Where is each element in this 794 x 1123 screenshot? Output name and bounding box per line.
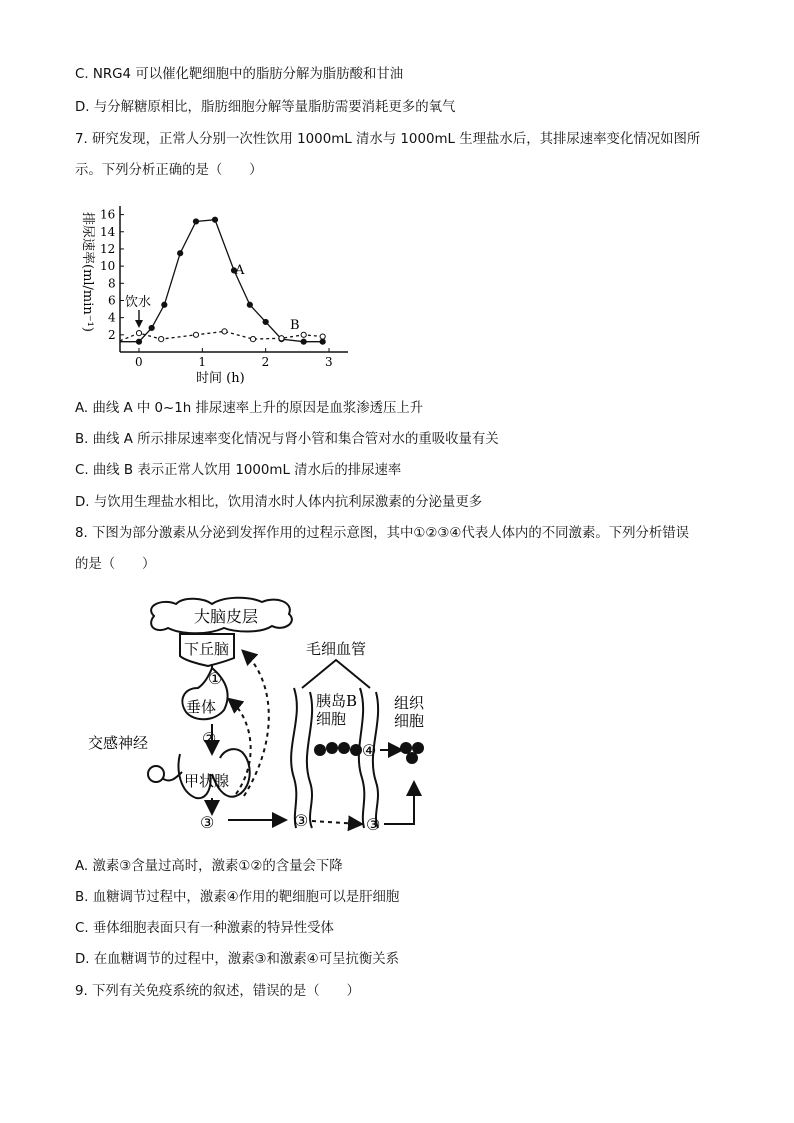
series-A-point (162, 302, 167, 307)
option-d-q7: D. 与饮用生理盐水相比，饮用清水时人体内抗利尿激素的分泌量更多 (75, 495, 483, 510)
series-B-point (222, 329, 227, 334)
series-a-label: A (235, 263, 245, 278)
option-d-q6: D. 与分解糖原相比，脂肪细胞分解等量脂肪需要消耗更多的氧气 (75, 100, 456, 115)
question-7-text: 7. 研究发现，正常人分别一次性饮用 1000mL 清水与 1000mL 生理盐水后，其排尿速率变化情况如图所 (75, 132, 701, 147)
hormone-3: ③ (200, 813, 215, 832)
nerve-ending (148, 766, 164, 782)
series-B-point (279, 336, 284, 341)
question-8-text: 8. 下图为部分激素从分泌到发挥作用的过程示意图，其中①②③④代表人体内的不同激素。下列分析错误 (75, 526, 690, 541)
y-axis-label: 排尿速率(ml/min⁻¹) (80, 212, 95, 332)
hormone-2: ② (202, 729, 217, 748)
sympathetic-nerve-label: 交感神经 (88, 734, 149, 752)
urine-rate-chart (72, 196, 362, 391)
tissue-label-1: 组织 (394, 694, 425, 712)
y-tick-label: 8 (108, 276, 116, 291)
option-b-q7: B. 曲线 A 所示排尿速率变化情况与肾小管和集合管对水的重吸收量有关 (75, 432, 499, 447)
hormone-3-blood: ③ (294, 811, 309, 830)
series-A-point (263, 319, 268, 324)
series-A-point (301, 339, 306, 344)
thyroid-label: 甲状腺 (184, 772, 230, 790)
series-b-label: B (290, 318, 300, 333)
series-B-point (250, 337, 255, 342)
chart-ticks (100, 208, 333, 369)
hormone-4: ④ (362, 741, 377, 760)
series-B-point (159, 337, 164, 342)
hormone-1: ① (208, 669, 223, 688)
series-A-point (247, 302, 252, 307)
x-axis-label: 时间 (h) (196, 371, 245, 386)
y-tick-label: 10 (100, 259, 116, 274)
hypothalamus-label: 下丘脑 (184, 640, 230, 658)
cortex-label: 大脑皮层 (194, 607, 259, 626)
option-c-q8: C. 垂体细胞表面只有一种激素的特异性受体 (75, 921, 334, 936)
capillary-wall (291, 688, 297, 828)
islet-b-label-2: 细胞 (316, 710, 347, 728)
x-tick-label: 3 (325, 355, 333, 369)
y-tick-label: 4 (108, 310, 116, 325)
x-tick-label: 2 (261, 355, 270, 369)
series-A-point (212, 217, 217, 222)
tissue-cells (400, 742, 424, 764)
pituitary-label: 垂体 (186, 698, 217, 716)
hormone-3-tissue: ③ (366, 815, 381, 834)
series-A-point (149, 325, 154, 330)
annotation-arrowhead (135, 320, 143, 328)
option-a-q7: A. 曲线 A 中 0~1h 排尿速率上升的原因是血浆渗透压上升 (75, 401, 424, 416)
question-8-text-cont: 的是（ ） (75, 557, 156, 572)
question-9-text: 9. 下列有关免疫系统的叙述，错误的是（ ） (75, 984, 360, 999)
series-A-point (320, 339, 325, 344)
tissue-label-2: 细胞 (394, 712, 425, 730)
x-tick-label: 0 (135, 355, 143, 369)
y-tick-label: 6 (108, 293, 116, 308)
chart-axes (120, 206, 348, 352)
option-a-q8: A. 激素③含量过高时，激素①②的含量会下降 (75, 859, 343, 874)
hormone-diagram (84, 588, 444, 838)
option-c-q6: C. NRG4 可以催化靶细胞中的脂肪分解为脂肪酸和甘油 (75, 67, 404, 82)
series-B-point (136, 331, 141, 336)
x-tick-label: 1 (198, 355, 206, 369)
series-B-point (301, 332, 306, 337)
series-A-point (178, 251, 183, 256)
y-tick-label: 12 (100, 241, 116, 256)
y-tick-label: 14 (100, 224, 116, 239)
capillary-label: 毛细血管 (306, 640, 367, 658)
option-d-q8: D. 在血糖调节的过程中，激素③和激素④可呈抗衡关系 (75, 952, 400, 967)
islet-b-cells (314, 742, 362, 756)
y-tick-label: 16 (100, 207, 116, 222)
islet-b-label-1: 胰岛B (316, 692, 358, 710)
option-b-q8: B. 血糖调节过程中，激素④作用的靶细胞可以是肝细胞 (75, 890, 400, 905)
series-A-point (136, 339, 141, 344)
question-7-text-cont: 示。下列分析正确的是（ ） (75, 163, 263, 178)
series-A-point (193, 219, 198, 224)
series-B-point (320, 334, 325, 339)
option-c-q7: C. 曲线 B 表示正常人饮用 1000mL 清水后的排尿速率 (75, 463, 402, 478)
series-B-point (193, 332, 198, 337)
y-tick-label: 2 (108, 327, 116, 342)
drink-water-annotation: 饮水 (125, 295, 152, 310)
